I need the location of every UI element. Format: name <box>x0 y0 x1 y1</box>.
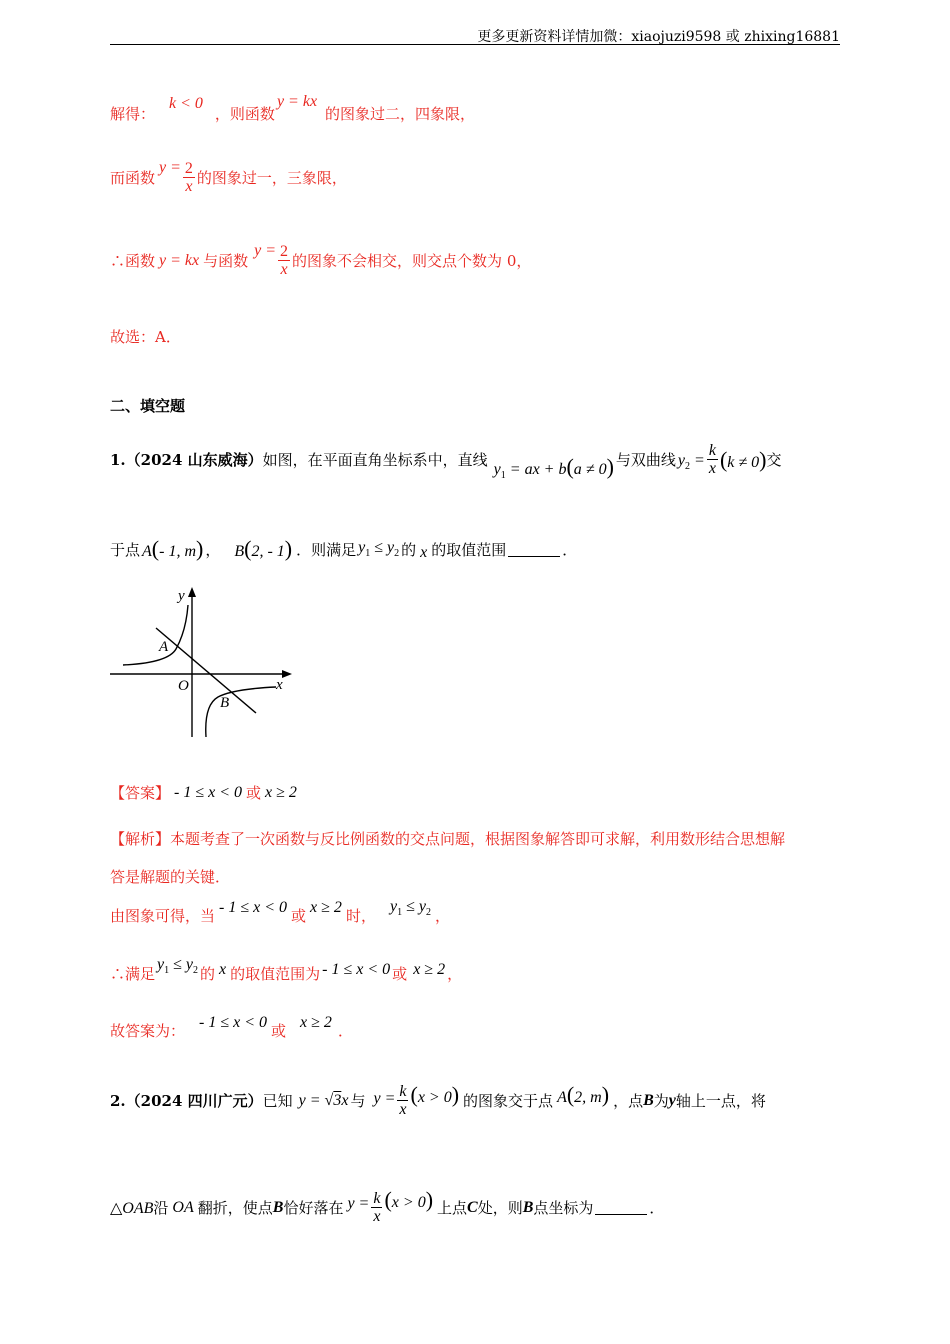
graph-label-x: x <box>276 677 283 693</box>
q2-line-2: △OAB 沿 OA 翻折，使点 B 恰好落在 y = $\frac{k}{x}$ (x > 0) 上点 C 处，则 B 点坐标为 ． <box>110 1186 665 1225</box>
analysis-step-3: 故答案为： - 1 ≤ x < 0 或 x ≥ 2 ． <box>110 1013 353 1040</box>
graph-label-a: A <box>159 639 169 655</box>
q1-coordinate-graph <box>108 585 298 745</box>
math-2-over-x-2: $\frac{2}{x}$ <box>280 243 289 278</box>
graph-label-y: y <box>178 588 185 604</box>
math-2-over-x: $\frac{2}{x}$ <box>184 160 193 195</box>
math-k-over-x-q2b: $\frac{k}{x}$ <box>373 1190 381 1225</box>
math-point-a: A(- 1, m) <box>142 536 204 561</box>
solution-line-2: 而函数 y = $\frac{2}{x}$ 的图象过一，三象限， <box>110 158 347 195</box>
analysis-line-2: 答是解题的关键． <box>110 868 231 886</box>
math-y1-ax-b: $y_1$ = ax + b(a ≠ 0) <box>493 454 614 481</box>
math-y1-le-y2: $y_1 \le y_2$ <box>358 539 400 559</box>
section-title: 二、填空题 <box>110 397 186 415</box>
math-point-b: B(2, - 1) <box>234 536 293 561</box>
q2-line-1: 2.（2024 四川广元） 已知 y = √3x 与 y = $\frac{k}{x}$ (x > 0) 的图象交于点 A(2, m) ，点 B 为 y 轴上一点，将 <box>110 1081 766 1118</box>
answer-blank-1[interactable] <box>508 542 560 557</box>
q1-answer: 【答案】 - 1 ≤ x < 0 或 x ≥ 2 <box>110 783 297 802</box>
analysis-line-1: 【解析】 本题考查了一次函数与反比例函数的交点问题，根据图象解答即可求解，利用数形结合思想解 <box>110 830 786 848</box>
math-k-over-x: $\frac{k}{x}$ <box>708 442 716 477</box>
q1-line-1: 1.（2024 山东威海） 如图，在平面直角坐标系中，直线 $y_1$ = ax + b(a ≠ 0) 与双曲线 $y_2$ = $\frac{k}{x}$ (k ≠ 0) 交 <box>110 442 782 481</box>
math-point-a-q2: A(2, m) <box>557 1081 610 1107</box>
analysis-step-1: 由图象可得，当 - 1 ≤ x < 0 或 x ≥ 2 时， $y_1 \le y_2$ ， <box>110 897 450 925</box>
analysis-step-2: ∴满足 $y_1 \le y_2$ 的 x 的取值范围为 - 1 ≤ x < 0 或 x ≥ 2 ， <box>110 955 463 983</box>
hyperbola-branch-left <box>123 605 188 665</box>
solution-line-1: 解得： k < 0 ，则函数 y = kx 的图象过二，四象限， <box>110 92 476 123</box>
math-answer-range: - 1 ≤ x < 0 <box>174 783 243 801</box>
math-triangle-oab: △OAB <box>110 1199 154 1217</box>
solution-line-3: ∴函数 y = kx 与函数 y = $\frac{2}{x}$ 的图象不会相交，则交点个数为 0， <box>110 241 532 278</box>
q1-line-2: 于点 A(- 1, m) ， B(2, - 1) ．则满足 $y_1 \le y_2$ 的 x 的取值范围 ． <box>110 536 578 561</box>
math-y-kx: y = kx <box>276 92 318 110</box>
x-axis-arrow <box>282 670 292 678</box>
graph-label-b: B <box>220 695 230 711</box>
y-axis-arrow <box>188 587 196 597</box>
straight-line <box>156 628 256 713</box>
answer-blank-2[interactable] <box>595 1200 647 1215</box>
solution-conclusion: 故选：A． <box>110 328 181 346</box>
hyperbola-branch-right <box>206 687 276 737</box>
math-y-kx-2: y = kx <box>159 251 200 269</box>
page-header: 更多更新资料详情加微：xiaojuzi9598 或 zhixing16881 <box>477 29 840 45</box>
graph-label-origin: O <box>178 678 189 694</box>
math-y-sqrt3-x: y = √3x <box>298 1091 349 1109</box>
math-k-lt-0: k < 0 <box>169 94 203 112</box>
header-rule <box>110 44 840 45</box>
math-k-over-x-q2: $\frac{k}{x}$ <box>399 1083 407 1118</box>
